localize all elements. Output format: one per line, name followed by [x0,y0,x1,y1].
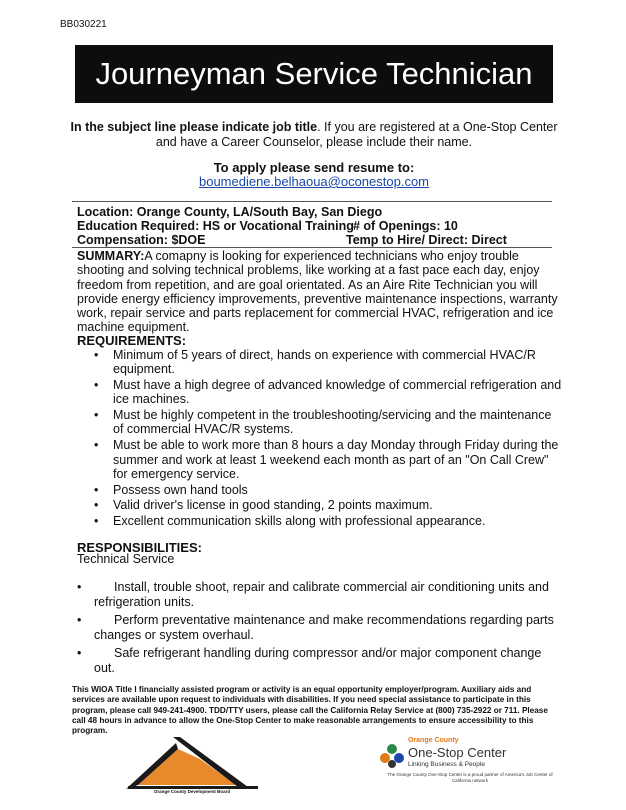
page-title: Journeyman Service Technician [95,56,533,91]
list-item: • Minimum of 5 years of direct, hands on experience with commercial HVAC/R equipment. [94,348,536,377]
divider-top [72,201,552,202]
apply-label: To apply please send resume to: [213,160,415,175]
compensation-line: Compensation: $DOE [77,233,206,247]
bullet-icon: • [94,498,99,513]
responsibilities-list [77,580,565,679]
bullet-icon: • [77,580,82,594]
bullet-icon: • [94,408,99,423]
location-line: Location: Orange County, LA/South Bay, San Diego [77,205,383,219]
osc-title: One-Stop Center [408,745,507,760]
list-item: • Possess own hand tools [94,482,248,497]
list-item: • Valid driver's license in good standing, 2 points maximum. [94,498,433,513]
bullet-icon: • [94,378,99,393]
education-line: Education Required: HS or Vocational Training [77,219,354,233]
bullet-icon: • [77,646,82,660]
list-item: • Must have a high degree of advanced knowledge of commercial refrigeration and ice machines. [94,378,562,407]
document-id: BB030221 [60,19,107,30]
subject-bold: In the subject line please indicate job title [70,120,318,134]
bullet-icon: • [94,438,99,453]
responsibilities-heading: RESPONSIBILITIES: [77,540,202,555]
summary-text: A comapny is looking for experienced technicians who enjoy trouble shooting and solving technical problems, like working at a fast pace each day, enjoy freedom from repetition, and are goal orientated. As an Aire Rite Technician you will provide energy efficiency improvements, preventive maintenance inspections, warranty work, repair service and parts replacement for commercial HVAC, refrigeration and ice machine equipment. [77,249,558,335]
list-item: • Must be able to work more than 8 hours a day Monday through Friday during the summer and work at least 1 weekend each month as part of an "On Call Crew" for emergency service. [94,438,559,481]
divider-bottom [72,247,552,248]
temp-to-hire-line: Temp to Hire/ Direct: Direct [346,233,507,247]
one-stop-center-logo-icon [375,738,409,772]
list-item: • Safe refrigerant handling during compressor and/or major component change out. [77,646,542,675]
subject-rest: . If you are registered at a One-Stop Center and have a Career Counselor, please include their name. [155,120,558,149]
responsibilities-subheading: Technical Service [77,552,175,566]
osc-county-label: Orange County [408,737,459,744]
list-item: • Install, trouble shoot, repair and calibrate commercial air conditioning units and refrigeration units. [77,580,549,609]
bullet-icon: • [77,613,82,627]
bullet-icon: • [94,348,99,362]
subject-instructions [64,120,564,150]
summary-label: SUMMARY: [77,249,145,263]
bullet-icon: • [94,514,99,529]
requirements-list [93,348,563,530]
requirements-heading: REQUIREMENTS: [77,333,187,348]
title-banner [75,45,553,103]
osc-tagline: Linking Business & People [408,761,485,768]
ocdb-logo-label: Orange County Development Board [153,789,231,794]
bullet-icon: • [94,482,99,497]
list-item: • Excellent communication skills along with professional appearance. [94,514,486,529]
list-item: • Perform preventative maintenance and make recommendations regarding parts changes or system overhaul. [77,613,554,642]
openings-line: # of Openings: 10 [353,219,458,233]
osc-fine-print: The Orange County One-Stop Center is a proud partner of America's Job Center of California network [387,772,553,783]
summary-paragraph [77,249,562,335]
list-item: • Must be highly competent in the troubleshooting/servicing and the maintenance of commercial HVAC/R systems. [94,408,552,437]
eeo-disclaimer: This WIOA Title I financially assisted program or activity is an equal opportunity employer/program. Auxiliary aids and services are available upon request to individuals with disabilities. If you need special assistance to participate in this program, please call 949-241-4900. TDD/TTY users, please call the California Relay Service at (800) 735-2922 or 711. Please call 48 hours in advance to allow the One-Stop Center to make reasonable arrangements to ensure accessibility to this program. [72,685,548,736]
email-link[interactable]: boumediene.belhaoua@oconestop.com [198,174,430,189]
